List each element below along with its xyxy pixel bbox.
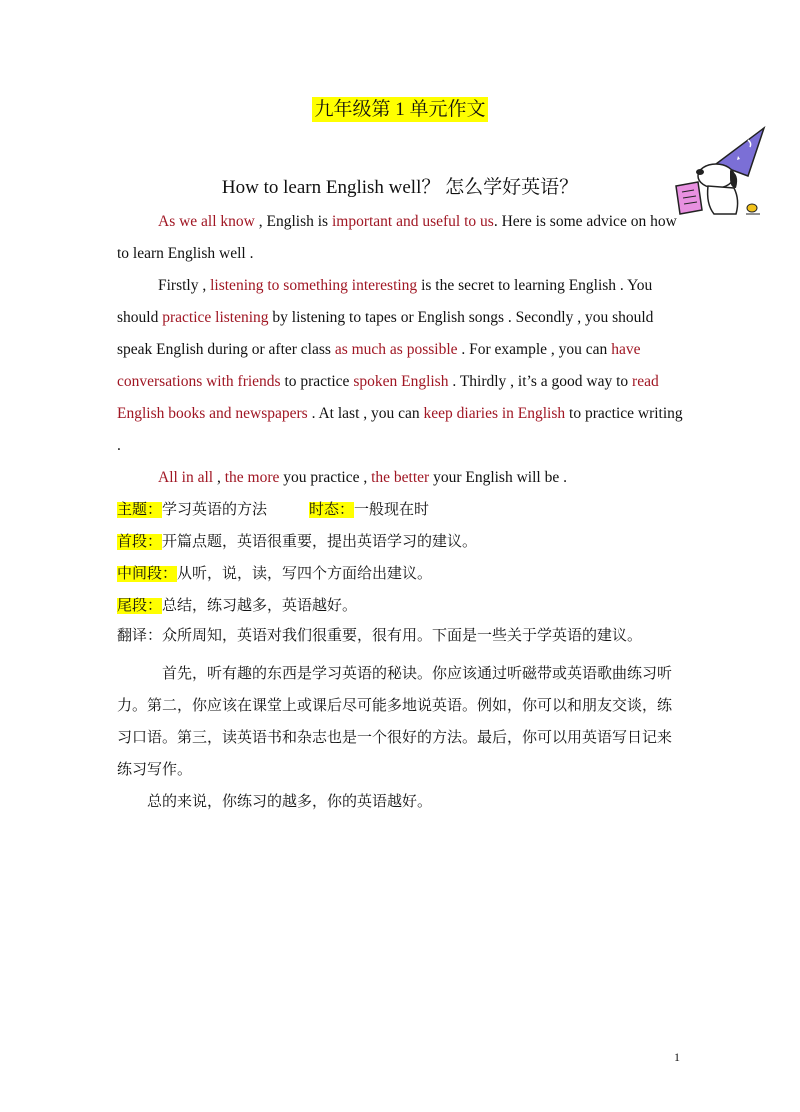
essay-text: your English will be .: [429, 469, 567, 486]
last-label: 尾段：: [117, 598, 163, 614]
key-phrase: keep diaries in English: [423, 405, 566, 422]
essay-subtitle: How to learn English well？ 怎么学好英语？: [221, 177, 579, 198]
analysis-notes: [117, 494, 687, 622]
essay-paragraph-2: [117, 270, 687, 462]
essay-text: to practice: [280, 373, 354, 390]
last-value: 总结，练习越多，英语越好。: [162, 598, 358, 614]
title-text: 九年级第 1 单元作文: [314, 99, 486, 120]
key-phrase: the better: [371, 469, 430, 486]
key-phrase: practice listening: [162, 309, 269, 326]
key-phrase: the more: [224, 469, 280, 486]
key-phrase: important and useful to us: [331, 213, 494, 230]
key-phrase: spoken English: [353, 373, 449, 390]
theme-line: [117, 494, 687, 526]
essay-text: ,: [213, 469, 225, 486]
key-phrase: read English books and newspapers: [117, 373, 659, 422]
key-phrase: have conversations with friends: [117, 341, 641, 390]
tense-value: 一般现在时: [354, 502, 430, 518]
tense-label: 时态：: [309, 502, 355, 518]
first-value: 开篇点题，英语很重要，提出英语学习的建议。: [162, 534, 478, 550]
essay-text: . At last , you can: [307, 405, 424, 422]
middle-paragraph-note: [117, 558, 687, 590]
essay-text: , English is: [254, 213, 332, 230]
translation-paragraph-1: 翻译：众所周知，英语对我们很重要，很有用。下面是一些关于学英语的建议。: [117, 628, 643, 644]
key-phrase: All in all: [158, 469, 214, 486]
last-paragraph-note: [117, 590, 687, 622]
key-phrase: listening to something interesting: [210, 277, 418, 294]
essay-text: . Thirdly , it’s a good way to: [448, 373, 633, 390]
essay-text: by listening to tapes or English songs . Secondly , you should speak English during or after class: [117, 309, 654, 358]
translation-section: [117, 620, 677, 818]
essay-body: [117, 206, 687, 494]
theme-value: 学习英语的方法: [162, 502, 268, 518]
essay-paragraph-1: [117, 206, 687, 270]
key-phrase: as much as possible: [334, 341, 458, 358]
essay-text: to practice writing .: [117, 405, 683, 454]
first-paragraph-note: [117, 526, 687, 558]
essay-text: Firstly ,: [158, 277, 211, 294]
middle-value: 从听，说，读，写四个方面给出建议。: [177, 566, 433, 582]
first-label: 首段：: [117, 534, 163, 550]
snoopy-illustration-icon: [668, 126, 768, 218]
essay-paragraph-3: [117, 462, 687, 494]
middle-label: 中间段：: [117, 566, 178, 582]
page-number: 1: [674, 1050, 680, 1064]
page-title: [0, 94, 800, 121]
essay-text: . For example , you can: [457, 341, 612, 358]
theme-label: 主题：: [117, 502, 163, 518]
key-phrase: As we all know: [158, 213, 255, 230]
essay-text: you practice ,: [279, 469, 372, 486]
essay-text: is the secret to learning English . You should: [117, 277, 653, 326]
essay-text: . Here is some advice on how to learn English well .: [117, 213, 677, 262]
translation-paragraph-2: 首先，听有趣的东西是学习英语的秘诀。你应该通过听磁带或英语歌曲练习听力。第二，你应该在课堂上或课后尽可能多地说英语。例如，你可以和朋友交谈，练习口语。第三，读英语书和杂志也是一个很好的方法。最后，你可以用英语写日记来练习写作。: [117, 666, 673, 778]
translation-paragraph-3: 总的来说，你练习的越多，你的英语越好。: [147, 794, 433, 810]
